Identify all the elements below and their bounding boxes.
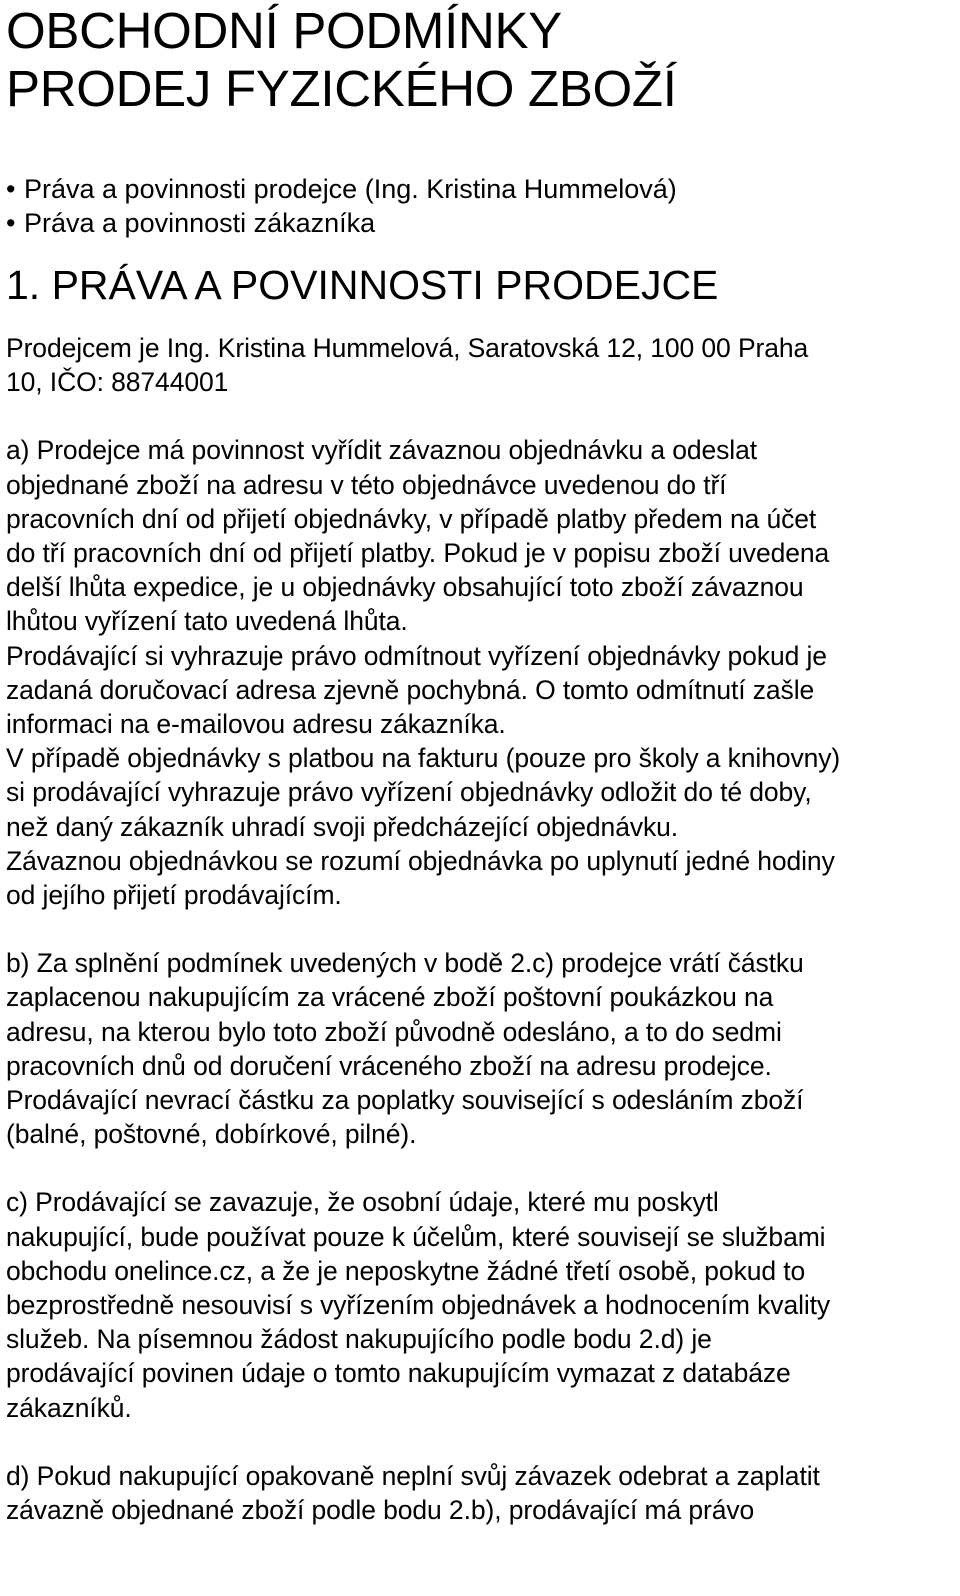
text-line: b) Za splnění podmínek uvedených v bodě 2.c) prodejce vrátí částku [6,948,804,979]
text-line: a) Prodejce má povinnost vyřídit závaznou objednávku a odeslat [6,435,757,466]
contents-item-customer: • Práva a povinnosti zákazníka [6,206,954,240]
document-title [6,0,954,118]
text-line: V případě objednávky s platbou na fakturu (pouze pro školy a knihovny) [6,743,841,774]
section-heading: 1. PRÁVA A POVINNOSTI PRODEJCE [6,262,719,308]
text-line: než daný zákazník uhradí svoji předcházející objednávku. [6,811,679,842]
text-line: pracovních dní od přijetí objednávky, v případě platby předem na účet [6,503,817,534]
text-line: adresu, na kterou bylo toto zboží původně odesláno, a to do sedmi [6,1016,782,1047]
text-line: Prodejcem je Ing. Kristina Hummelová, Saratovská 12, 100 00 Praha [6,333,809,363]
contents-list [6,172,954,240]
text-line: (balné, poštovné, dobírkové, pilné). [6,1119,417,1150]
text-line: informaci na e-mailovou adresu zákazníka. [6,709,506,740]
text-line: lhůtou vyřízení tato uvedená lhůta. [6,606,408,637]
text-line: zákazníků. [6,1392,132,1423]
paragraph-c [6,1185,954,1424]
text-line: nakupující, bude používat pouze k účelům, které souvisejí se službami [6,1221,826,1252]
paragraph-d [6,1459,954,1527]
text-line: bezprostředně nesouvisí s vyřízením objednávek a hodnocením kvality [6,1290,831,1321]
text-line: zadaná doručovací adresa zjevně pochybná. O tomto odmítnutí zašle [6,674,815,705]
text-line: 10, IČO: 88744001 [6,367,229,398]
text-line: závazně objednané zboží podle bodu 2.b), prodávající má právo [6,1495,755,1526]
contents-item-seller: • Práva a povinnosti prodejce (Ing. Kristina Hummelová) [6,172,954,206]
text-line: objednané zboží na adresu v této objednávce uvedenou do tří [6,469,727,500]
text-line: d) Pokud nakupující opakovaně neplní svůj závazek odebrat a zaplatit [6,1460,820,1491]
text-line: obchodu onelince.cz, a že je neposkytne žádné třetí osobě, pokud to [6,1255,806,1286]
text-line: delší lhůta expedice, je u objednávky obsahující toto zboží závaznou [6,572,804,603]
paragraph-b [6,946,954,1151]
text-line: c) Prodávající se zavazuje, že osobní údaje, které mu poskytl [6,1187,719,1218]
text-line: od jejího přijetí prodávajícím. [6,880,342,911]
text-line: Prodávající nevrací částku za poplatky související s odesláním zboží [6,1085,804,1116]
title-line: PRODEJ FYZICKÉHO ZBOŽÍ [6,60,677,117]
text-line: prodávající povinen údaje o tomto nakupujícím vymazat z databáze [6,1358,791,1389]
text-line: pracovních dnů od doručení vráceného zboží na adresu prodejce. [6,1050,772,1081]
title-line: OBCHODNÍ PODMÍNKY [6,2,562,59]
text-line: si prodávající vyhrazuje právo vyřízení objednávky odložit do té doby, [6,777,812,808]
text-line: služeb. Na písemnou žádost nakupujícího podle bodu 2.d) je [6,1324,712,1355]
text-line: do tří pracovních dní od přijetí platby. Pokud je v popisu zboží uvedena [6,538,830,569]
paragraph-a [6,433,954,912]
text-line: Závaznou objednávkou se rozumí objednávka po uplynutí jedné hodiny [6,845,835,876]
text-line: Prodávající si vyhrazuje právo odmítnout vyřízení objednávky pokud je [6,640,827,671]
seller-info [6,331,954,399]
text-line: zaplacenou nakupujícím za vrácené zboží poštovní poukázkou na [6,982,774,1013]
